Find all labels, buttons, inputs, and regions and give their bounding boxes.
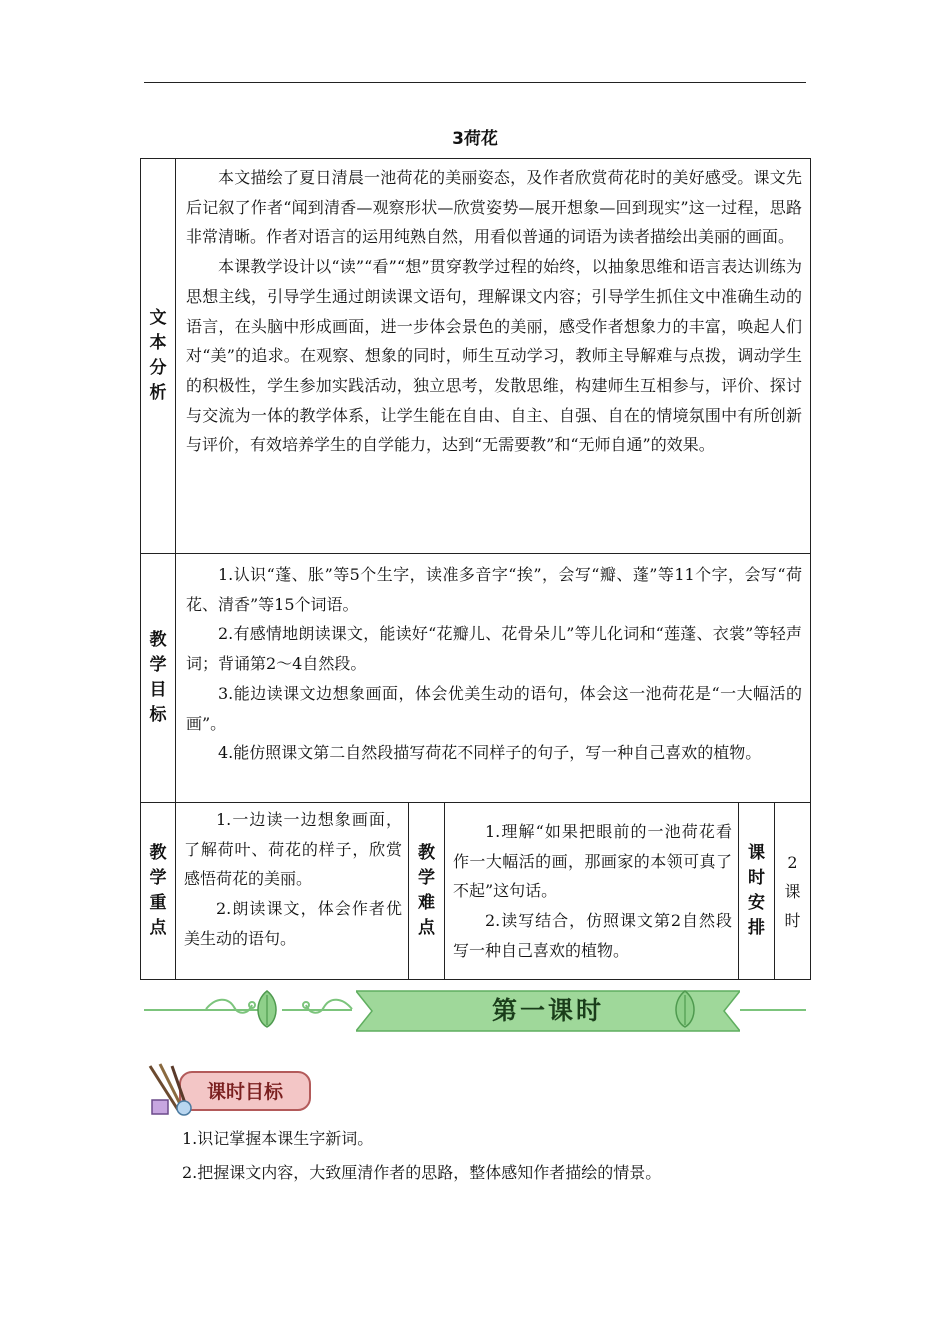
schedule-label-char: 安: [748, 893, 765, 913]
key-points-label-char: 学: [149, 868, 167, 888]
analysis-label-char: 析: [149, 383, 167, 403]
difficulties-label-char: 难: [418, 893, 435, 913]
schedule-value-char: 2: [787, 852, 798, 872]
key-points-label: [140, 802, 176, 980]
schedule-label-char: 时: [748, 868, 765, 888]
analysis-label-char: 分: [149, 358, 167, 378]
leaf-icon: [252, 989, 282, 1029]
objectives-label-char: 标: [149, 705, 167, 725]
difficulties-content: [444, 802, 739, 980]
objective-item: 3.能边读课文边想象画面，体会优美生动的语句，体会这一池荷花是“一大幅活的画”。: [186, 683, 802, 733]
difficulty-item: 1.理解“如果把眼前的一池荷花看作一大幅活的画，那画家的本领可真了不起”这句话。: [453, 822, 732, 901]
schedule-value-char: 课: [784, 881, 801, 901]
analysis-label-char: 文: [149, 308, 167, 328]
schedule-label-char: 排: [748, 918, 765, 938]
key-points-label-char: 点: [149, 918, 167, 938]
difficulties-label-char: 点: [418, 918, 435, 938]
lesson-goal: 2.把握课文内容，大致厘清作者的思路，整体感知作者描绘的情景。: [182, 1163, 662, 1182]
key-point-item: 1.一边读一边想象画面，了解荷叶、荷花的样子，欣赏感悟荷花的美丽。: [184, 810, 402, 889]
objectives-label-char: 学: [149, 655, 167, 675]
objectives-label: [140, 553, 176, 803]
schedule-value-char: 时: [784, 910, 801, 930]
analysis-label: [140, 158, 176, 554]
leaf-icon: [670, 989, 700, 1029]
swirl-icon: [294, 991, 354, 1023]
objective-item: 1.认识“蓬、胀”等5个生字，读准多音字“挨”，会写“瓣、蓬”等11个字，会写“荷花、清香”等15个词语。: [186, 565, 802, 614]
lesson-title: 3荷花: [452, 129, 498, 149]
key-points-content: [175, 802, 409, 980]
analysis-label-char: 本: [149, 333, 167, 353]
difficulties-label-char: 教: [418, 843, 435, 863]
objectives-content: [175, 553, 811, 803]
banner-line-right: [740, 1009, 806, 1011]
banner-text: 第一课时: [491, 996, 604, 1025]
difficulties-label: [408, 802, 445, 980]
objective-item: 4.能仿照课文第二自然段描写荷花不同样子的句子，写一种自己喜欢的植物。: [218, 743, 762, 763]
lesson-period-banner: [144, 985, 806, 1035]
objectives-label-char: 目: [149, 680, 167, 700]
analysis-content: [175, 158, 811, 554]
key-points-label-char: 教: [149, 843, 167, 863]
lesson-goal: 1.识记掌握本课生字新词。: [182, 1129, 374, 1148]
difficulty-item: 2.读写结合，仿照课文第2自然段写一种自己喜欢的植物。: [453, 911, 732, 960]
schedule-value: [774, 802, 811, 980]
schedule-label-char: 课: [748, 843, 765, 863]
objectives-label-char: 教: [149, 630, 167, 650]
difficulties-label-char: 学: [418, 868, 435, 888]
analysis-paragraph: 本文描绘了夏日清晨一池荷花的美丽姿态，及作者欣赏荷花时的美好感受。课文先后记叙了作者“闻到清香—观察形状—欣赏姿势—展开想象—回到现实”这一过程，思路非常清晰。作者对语言的运用纯熟自然，用看似普通的词语为读者描绘出美丽的画面。: [186, 168, 802, 247]
section-badge-text: 课时目标: [206, 1081, 283, 1103]
header-rule: [144, 82, 806, 83]
analysis-paragraph: 本课教学设计以“读”“看”“想”贯穿教学过程的始终，以抽象思维和语言表达训练为思想主线，引导学生通过朗读课文语句，理解课文内容；引导学生抓住文中准确生动的语言，在头脑中形成画面，进一步体会景色的美丽，感受作者想象力的丰富，唤起人们对“美”的追求。在观察、想象的同时，师生互动学习，教师主导解难与点拨，调动学生的积极性，学生参加实践活动，独立思考，发散思维，构建师生互相参与，评价、探讨与交流为一体的教学体系，让学生能在自由、自主、自强、自在的情境氛围中有所创新与评价，有效培养学生的自学能力，达到“无需要教”和“无师自通”的效果。: [186, 257, 802, 455]
schedule-label: [738, 802, 775, 980]
key-points-label-char: 重: [149, 893, 167, 913]
key-point-item: 2.朗读课文，体会作者优美生动的语句。: [184, 899, 402, 948]
objective-item: 2.有感情地朗读课文，能读好“花瓣儿、花骨朵儿”等儿化词和“莲蓬、衣裳”等轻声词；背诵第2～4自然段。: [186, 624, 802, 674]
